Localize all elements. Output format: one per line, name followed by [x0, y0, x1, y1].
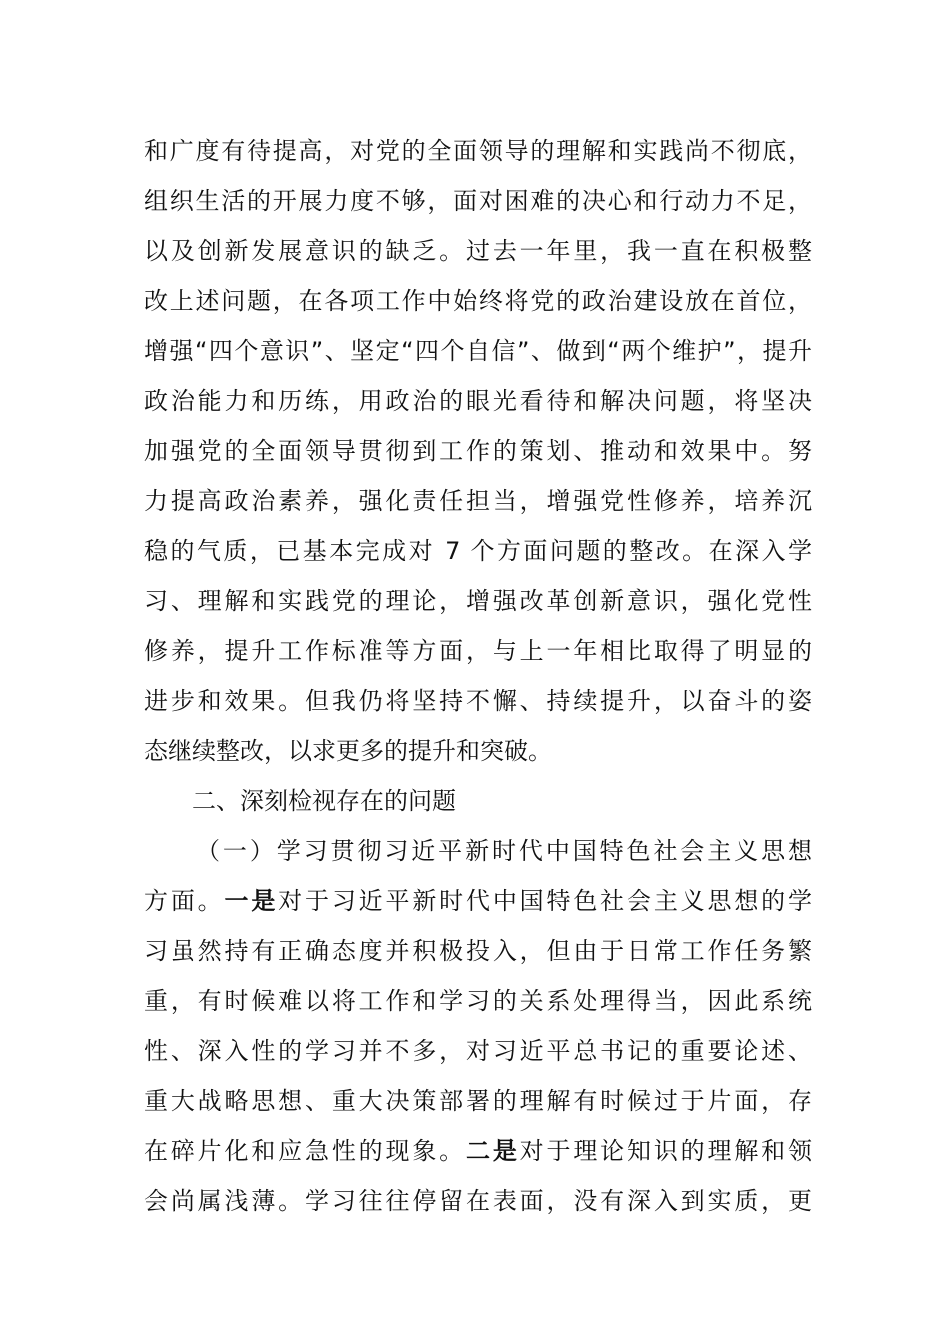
paragraph-line: 习、理解和实践党的理论，增强改革创新意识，强化党性	[144, 587, 812, 615]
paragraph-line: 性、深入性的学习并不多，对习近平总书记的重要论述、	[144, 1037, 812, 1065]
text-run: 方面。	[144, 887, 225, 915]
paragraph-rectification-summary	[144, 126, 812, 776]
paragraph-line: 稳的气质，已基本完成对 7 个方面问题的整改。在深入学	[144, 537, 812, 565]
section-heading: 二、深刻检视存在的问题	[192, 787, 456, 815]
paragraph-line: 修养，提升工作标准等方面，与上一年相比取得了明显的	[144, 637, 812, 665]
paragraph-line: 重，有时候难以将工作和学习的关系处理得当，因此系统	[144, 987, 812, 1015]
point-marker-two: 二是	[466, 1137, 520, 1165]
text-run: 在碎片化和应急性的现象。	[144, 1137, 466, 1165]
paragraph-line: 会尚属浅薄。学习往往停留在表面，没有深入到实质，更	[144, 1187, 812, 1215]
paragraph-line: 组织生活的开展力度不够，面对困难的决心和行动力不足，	[144, 187, 812, 215]
paragraph-line: 进步和效果。但我仍将坚持不懈、持续提升，以奋斗的姿	[144, 687, 812, 715]
text-run: 对于习近平新时代中国特色社会主义思想的学	[278, 887, 813, 915]
paragraph-line: 加强党的全面领导贯彻到工作的策划、推动和效果中。努	[144, 437, 812, 465]
paragraph-line: 力提高政治素养，强化责任担当，增强党性修养，培养沉	[144, 487, 812, 515]
paragraph-line: 和广度有待提高，对党的全面领导的理解和实践尚不彻底，	[144, 137, 812, 165]
paragraph-line	[144, 876, 812, 926]
subsection-heading-line: （一）学习贯彻习近平新时代中国特色社会主义思想	[196, 837, 812, 865]
paragraph-line: 习虽然持有正确态度并积极投入，但由于日常工作任务繁	[144, 937, 812, 965]
text-run: 对于理论知识的理解和领	[519, 1137, 813, 1165]
paragraph-line: 以及创新发展意识的缺乏。过去一年里，我一直在积极整	[144, 237, 812, 265]
document-body	[144, 126, 812, 1226]
paragraph-line: 政治能力和历练，用政治的眼光看待和解决问题，将坚决	[144, 387, 812, 415]
paragraph-line: 态继续整改，以求更多的提升和突破。	[144, 737, 552, 765]
paragraph-line: 重大战略思想、重大决策部署的理解有时候过于片面，存	[144, 1087, 812, 1115]
paragraph-study-issues	[144, 826, 812, 1226]
paragraph-line: 改上述问题，在各项工作中始终将党的政治建设放在首位，	[144, 287, 812, 315]
point-marker-one: 一是	[224, 887, 279, 915]
paragraph-line: 增强“四个意识”、坚定“四个自信”、做到“两个维护”，提升	[144, 337, 812, 365]
paragraph-line	[144, 1126, 812, 1176]
